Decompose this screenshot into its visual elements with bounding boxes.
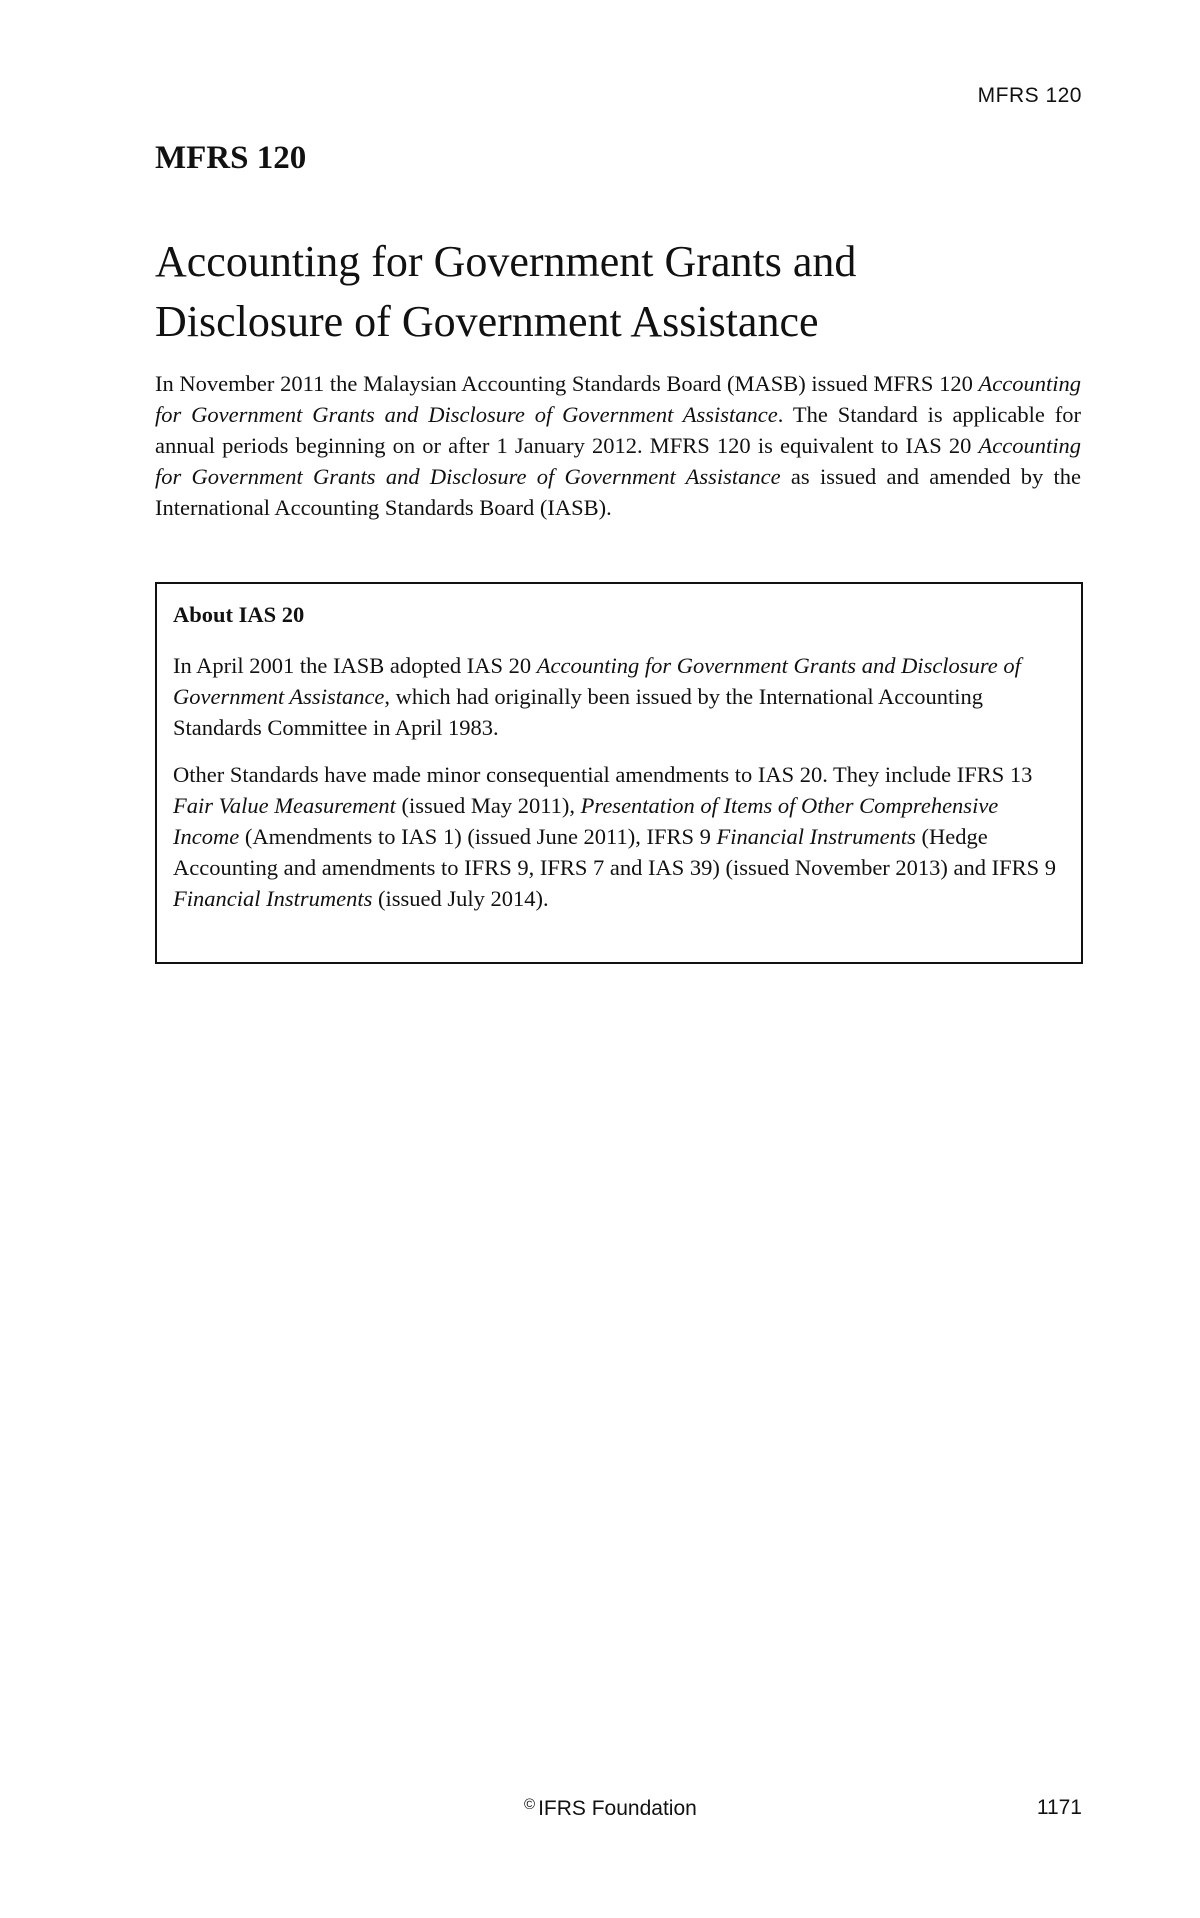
intro-text: In November 2011 the Malaysian Accounting Standards Board (MASB) issued MFRS 120 [155,371,979,396]
about-standard-title: Presentation of Items of Other Comprehensive Income [173,793,999,849]
about-paragraph-amendments [173,759,1065,914]
intro-paragraph [155,368,1081,523]
footer-foundation: IFRS Foundation [538,1797,697,1820]
about-paragraph-history [173,650,1065,743]
intro-standard-title: Accounting for Government Grants and Disclosure of Government Assistance [155,371,1081,427]
footer-copyright [524,1796,697,1821]
about-text: (Amendments to IAS 1) (issued June 2011), IFRS 9 [239,824,717,849]
about-standard-title: Financial Instruments [173,886,373,911]
document-code: MFRS 120 [155,140,307,176]
about-standard-title: Financial Instruments [716,824,916,849]
about-text: , which had originally been issued by the International Accounting Standards Committee in April 1983. [173,684,984,740]
intro-standard-title: Accounting for Government Grants and Disclosure of Government Assistance [155,433,1081,489]
copyright-icon: © [524,1796,536,1813]
running-header: MFRS 120 [977,84,1082,107]
page-number: 1171 [1036,1796,1082,1819]
about-ias20-box [155,582,1083,964]
about-standard-title: Accounting for Government Grants and Disclosure of Government Assistance [173,653,1021,709]
about-text: (issued July 2014). [372,886,549,911]
about-text: (Hedge Accounting and amendments to IFRS 9, IFRS 7 and IAS 39) (issued November 2013) and IFRS 9 [173,824,1057,880]
about-text: Other Standards have made minor consequential amendments to IAS 20. They include IFRS 13 [173,762,1033,787]
intro-text: as issued and amended by the International Accounting Standards Board (IASB). [155,464,1081,520]
document-title-line-1: Accounting for Government Grants and [155,237,857,286]
document-title [155,232,1055,352]
about-box-heading: About IAS 20 [173,602,305,627]
document-title-line-2: Disclosure of Government Assistance [155,297,819,346]
about-text: In April 2001 the IASB adopted IAS 20 [173,653,537,678]
intro-text: . The Standard is applicable for annual periods beginning on or after 1 January 2012. MFRS 120 is equivalent to IAS 20 [155,402,1081,458]
about-text: (issued May 2011), [395,793,581,818]
about-standard-title: Fair Value Measurement [173,793,396,818]
